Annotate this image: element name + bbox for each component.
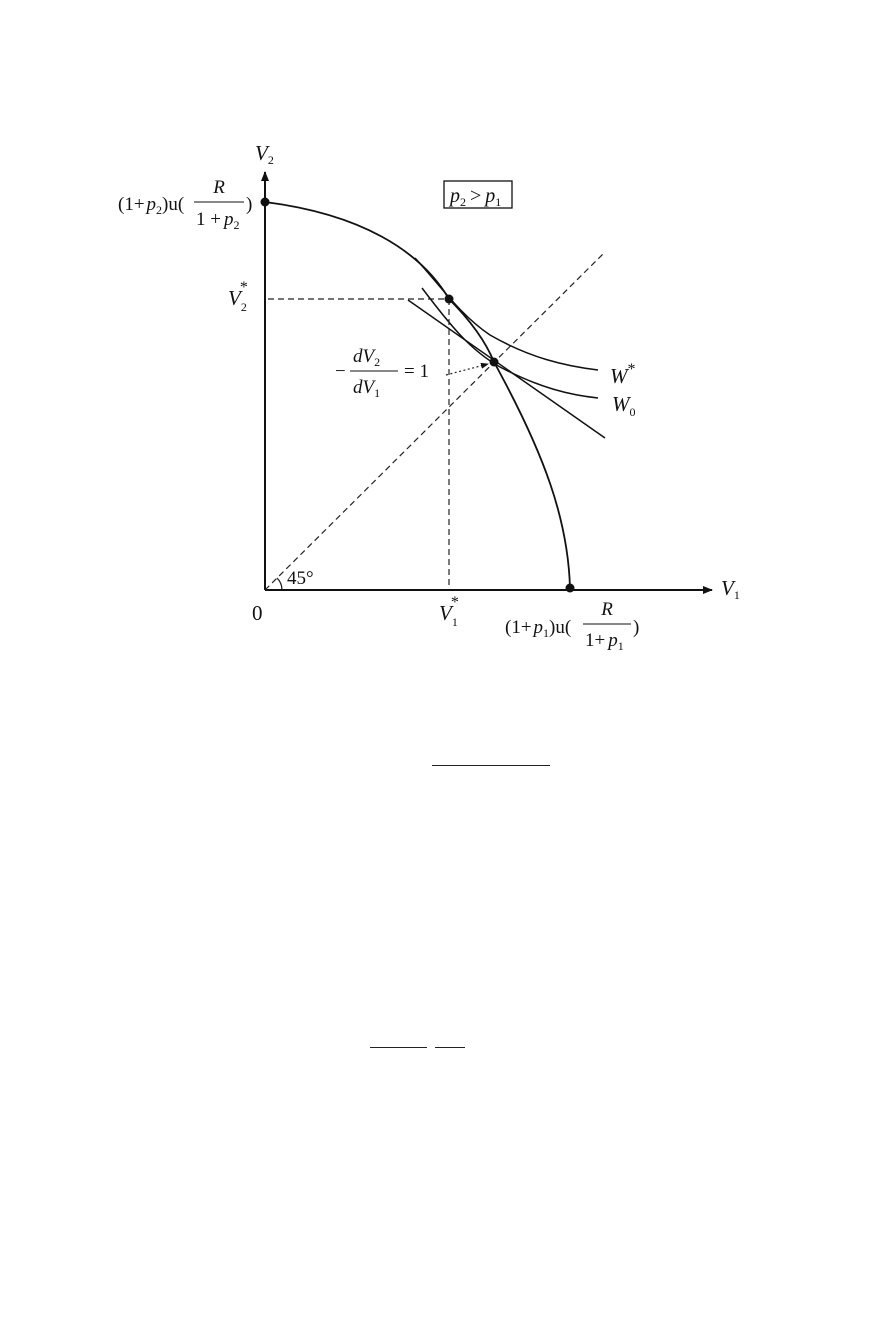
svg-text:(1+p2)u(: $(1+ p_2)u$( [118,194,185,217]
forty-five-degree-line [265,252,605,590]
svg-text:): ) [246,194,253,215]
svg-text:−: − [335,361,346,382]
svg-text:R: R [601,599,613,620]
origin-label: 0 [252,601,263,625]
svg-text:(1+p1)u(: $(1+ p_1)u$( [505,617,572,640]
fraction-rule [432,765,550,766]
v2-star-label: $V_2*$ [228,279,248,314]
svg-text:1+p1: $1+ p_1$ [585,630,624,653]
y-intercept-point [261,198,270,207]
svg-text:= 1: = 1 [404,361,429,382]
v1-star-label: $V_1*$ [439,594,459,629]
optimum-point [445,295,454,304]
svg-text:): ) [633,617,640,638]
svg-text:R: R [213,177,225,198]
angle-label: 45° [287,568,314,589]
x-axis-label: V1 [721,576,740,602]
tangency-point [490,358,499,367]
y-axis-label: V2 [255,141,274,167]
x-intercept-label [505,599,639,653]
fraction-rule [435,1047,465,1048]
tangent-line [408,300,605,438]
y-intercept-label [118,177,252,232]
w0-label: $W_0$ [612,392,636,419]
x-intercept-point [566,584,575,593]
fraction-rule [370,1047,427,1048]
w-star-label: W* [610,361,636,388]
svg-text:1 +p2: $1 + p_2$ [196,209,240,232]
angle-arc [277,578,282,590]
slope-pointer [446,364,488,375]
condition-label: $p_2 > p_1$ [450,185,502,209]
svg-text:dV1: $dV_1$ [353,377,381,400]
svg-text:dV2: $dV_2$ [353,346,381,369]
slope-label [335,346,429,400]
